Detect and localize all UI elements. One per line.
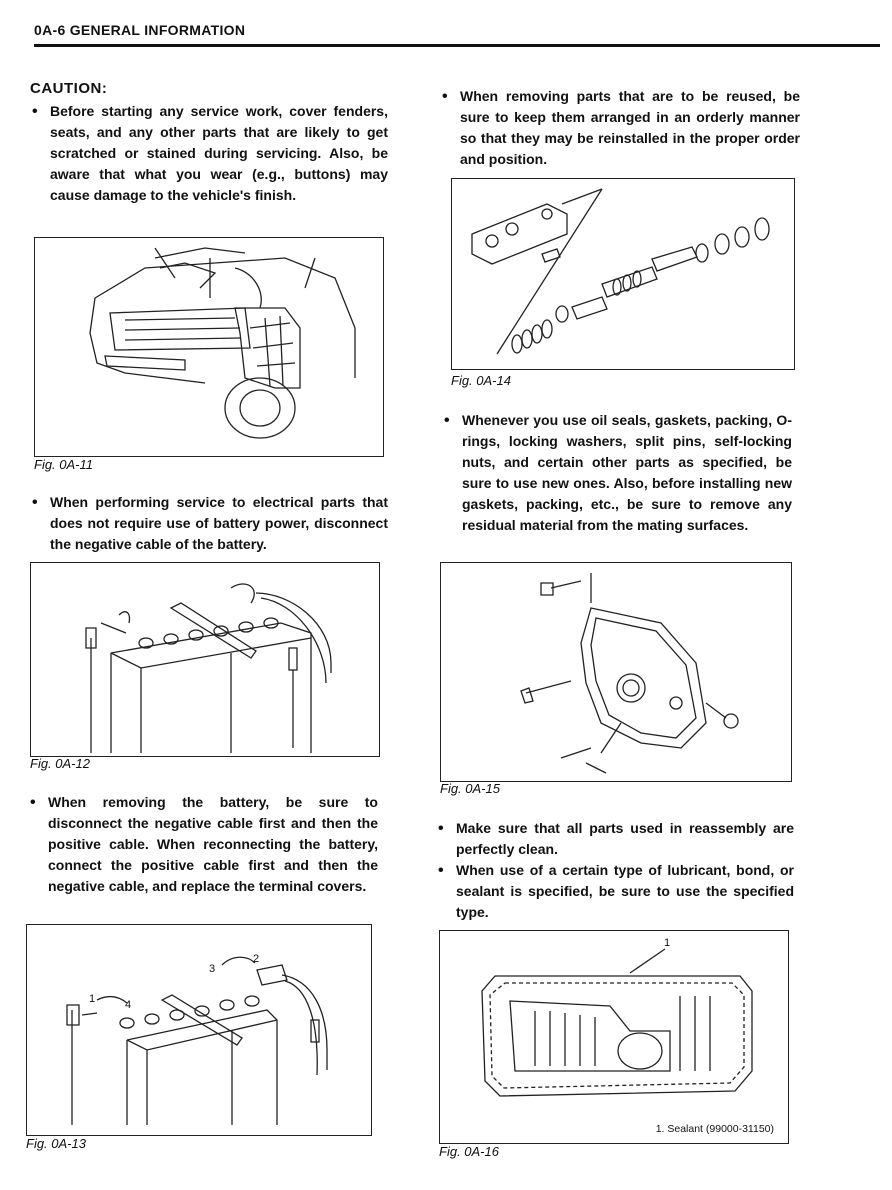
fig-0a-11-caption: Fig. 0A-11 <box>34 457 94 472</box>
header-rule <box>34 44 880 47</box>
reuse-bullet: • When removing parts that are to be reused, be sure to keep them arranged in an orderly manner so that they may be reinstalled in the proper order and position. <box>440 86 800 170</box>
right-bullets-clean-lubricant <box>436 818 794 923</box>
right-bullet-reuse <box>440 86 800 170</box>
figure-0a-13 <box>26 924 372 1136</box>
fig-0a-16-caption: Fig. 0A-16 <box>439 1144 499 1159</box>
electrical-bullet: • When performing service to electrical parts that does not require use of battery power, disconnect the negative cable of the battery. <box>30 492 388 555</box>
oil-pan-sealant-illustration <box>440 931 788 1143</box>
fig-0a-13-caption: Fig. 0A-13 <box>26 1136 86 1151</box>
callout-1: 1 <box>89 993 96 1005</box>
figure-0a-15 <box>440 562 792 782</box>
exploded-parts-illustration <box>452 179 794 369</box>
battery-reconnect-illustration <box>27 925 371 1135</box>
clean-parts-bullet: • Make sure that all parts used in reassembly are perfectly clean. <box>436 818 794 860</box>
left-bullet-electrical <box>30 492 388 555</box>
battery-removal-bullet: • When removing the battery, be sure to disconnect the negative cable first and then the positive cable. When reconnecting the battery, connect the positive cable first and then the negative cable, and replace the terminal covers. <box>28 792 378 897</box>
callout-1-sealant: 1 <box>664 937 671 949</box>
callout-2: 2 <box>253 953 260 965</box>
callout-4: 4 <box>125 999 132 1011</box>
figure-0a-16 <box>439 930 789 1144</box>
fig-0a-15-caption: Fig. 0A-15 <box>440 781 500 796</box>
oil-pump-gasket-illustration <box>441 563 791 781</box>
left-bullet-battery-removal <box>28 792 378 897</box>
figure-0a-14 <box>451 178 795 370</box>
fig-0a-12-caption: Fig. 0A-12 <box>30 756 90 771</box>
battery-disconnect-illustration <box>31 563 379 756</box>
callout-3: 3 <box>209 963 216 975</box>
lubricant-bullet: • When use of a certain type of lubricant, bond, or sealant is specified, be sure to use the specified type. <box>436 860 794 923</box>
page-header: 0A-6 GENERAL INFORMATION <box>34 22 246 38</box>
car-fender-cover-illustration <box>35 238 383 456</box>
caution-bullet-cover: • Before starting any service work, cover fenders, seats, and any other parts that are likely to get scratched or stained during servicing. Also, be aware that what you wear (e.g., buttons) may cause damage to the vehicle's finish. <box>30 101 388 206</box>
sealant-legend: 1. Sealant (99000-31150) <box>655 1123 774 1135</box>
figure-0a-12 <box>30 562 380 757</box>
new-parts-bullet: • Whenever you use oil seals, gaskets, packing, O-rings, locking washers, split pins, self-locking nuts, and certain other parts as specified, be sure to use new ones. Also, before installing new gaskets, packing, etc., be sure to remove any residual material from the mating surfaces. <box>442 410 792 536</box>
caution-title: CAUTION: <box>30 80 108 97</box>
right-bullet-new-parts <box>442 410 792 536</box>
fig-0a-14-caption: Fig. 0A-14 <box>451 373 511 388</box>
figure-0a-11 <box>34 237 384 457</box>
left-column-top <box>30 80 388 206</box>
